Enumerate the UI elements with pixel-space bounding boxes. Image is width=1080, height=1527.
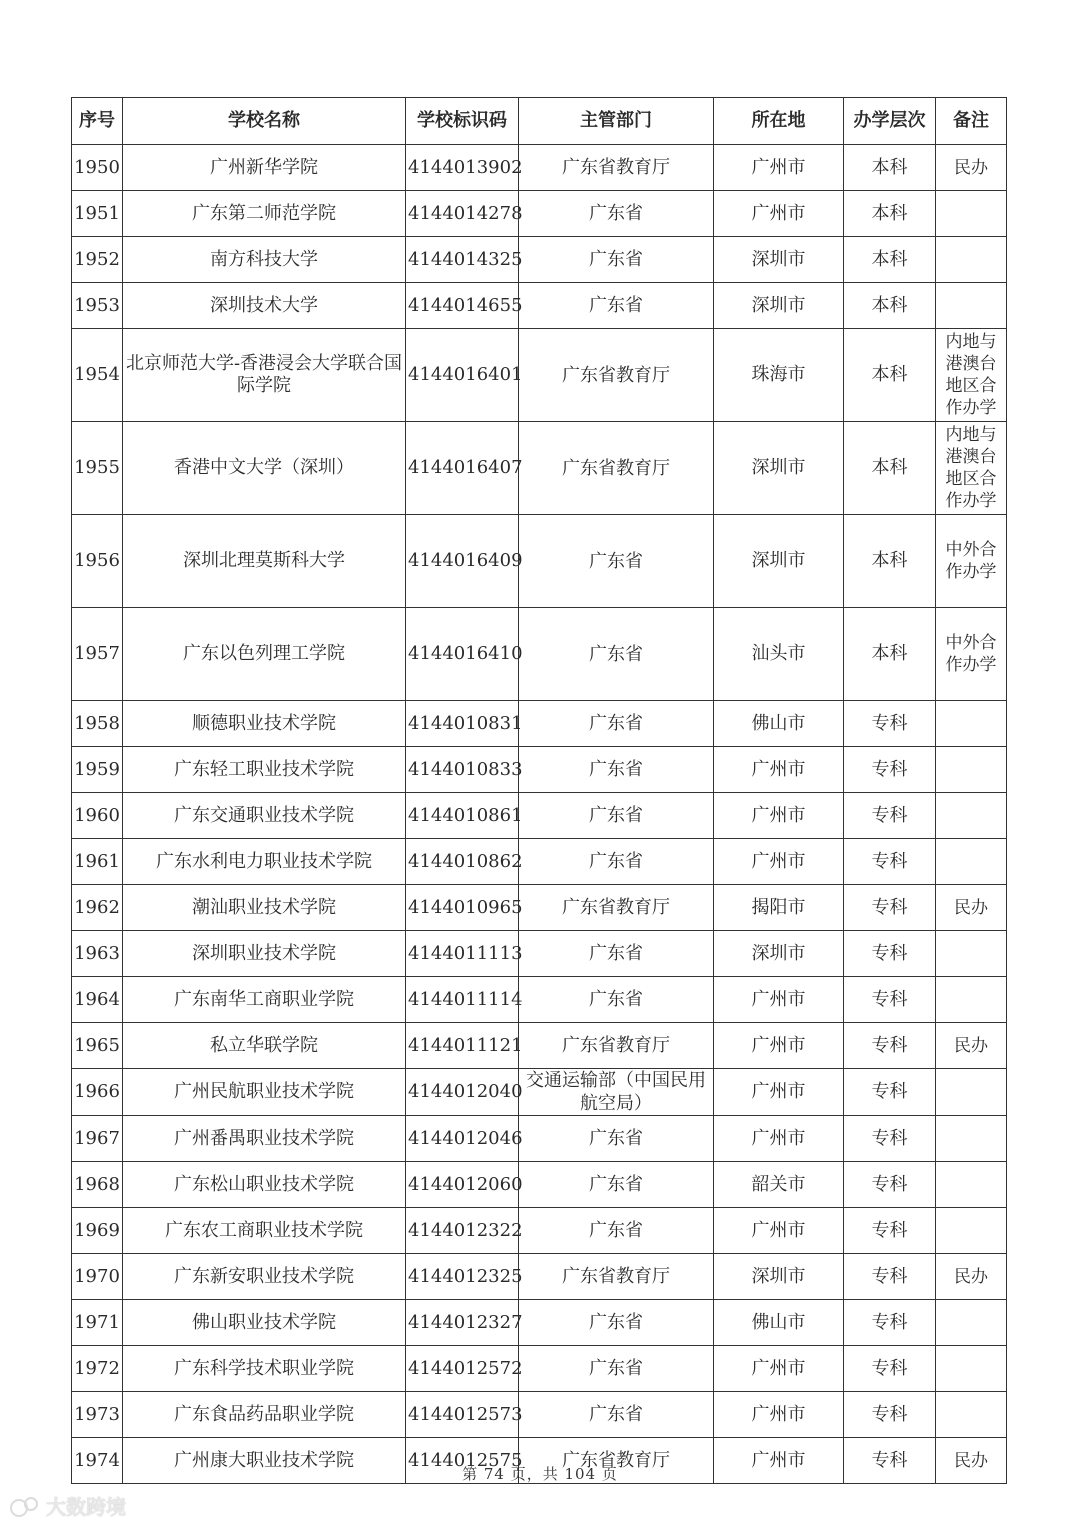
cell-department: 广东省 xyxy=(519,237,714,283)
cell-level: 专科 xyxy=(844,1438,936,1484)
cell-location: 汕头市 xyxy=(714,608,844,701)
cell-school-name: 广东科学技术职业学院 xyxy=(123,1346,406,1392)
table-row xyxy=(72,1300,1007,1346)
header-department: 主管部门 xyxy=(519,98,714,145)
cell-location: 广州市 xyxy=(714,1392,844,1438)
header-school-code: 学校标识码 xyxy=(406,98,519,145)
cell-department: 广东省 xyxy=(519,1392,714,1438)
cell-school-name: 广州番禺职业技术学院 xyxy=(123,1116,406,1162)
cell-note: 内地与港澳台地区合作办学 xyxy=(936,329,1007,422)
cell-school-name: 深圳职业技术学院 xyxy=(123,931,406,977)
cell-no: 1954 xyxy=(72,329,123,422)
cell-school-code: 4144014278 xyxy=(406,191,519,237)
cell-school-code: 4144016410 xyxy=(406,608,519,701)
cell-level: 本科 xyxy=(844,422,936,515)
cell-level: 专科 xyxy=(844,1023,936,1069)
cell-location: 广州市 xyxy=(714,191,844,237)
header-location: 所在地 xyxy=(714,98,844,145)
cell-school-name: 深圳北理莫斯科大学 xyxy=(123,515,406,608)
cell-note xyxy=(936,237,1007,283)
cell-school-name: 广东食品药品职业学院 xyxy=(123,1392,406,1438)
cell-no: 1950 xyxy=(72,145,123,191)
cell-no: 1960 xyxy=(72,793,123,839)
cell-location: 深圳市 xyxy=(714,422,844,515)
cell-school-name: 私立华联学院 xyxy=(123,1023,406,1069)
cell-school-name: 广州新华学院 xyxy=(123,145,406,191)
cell-school-name: 广州康大职业技术学院 xyxy=(123,1438,406,1484)
cell-note xyxy=(936,283,1007,329)
cell-location: 深圳市 xyxy=(714,237,844,283)
table-row xyxy=(72,1023,1007,1069)
cell-level: 专科 xyxy=(844,1392,936,1438)
cell-department: 广东省 xyxy=(519,1116,714,1162)
cell-level: 专科 xyxy=(844,931,936,977)
table-row xyxy=(72,1208,1007,1254)
cell-school-code: 4144010831 xyxy=(406,701,519,747)
cell-no: 1952 xyxy=(72,237,123,283)
cell-department: 广东省 xyxy=(519,747,714,793)
cell-note: 民办 xyxy=(936,885,1007,931)
cell-school-code: 4144010862 xyxy=(406,839,519,885)
cell-level: 本科 xyxy=(844,608,936,701)
cell-location: 广州市 xyxy=(714,1208,844,1254)
cell-level: 本科 xyxy=(844,191,936,237)
cell-department: 广东省 xyxy=(519,515,714,608)
cell-school-name: 北京师范大学-香港浸会大学联合国际学院 xyxy=(123,329,406,422)
cell-note: 民办 xyxy=(936,1438,1007,1484)
cell-no: 1973 xyxy=(72,1392,123,1438)
cell-location: 揭阳市 xyxy=(714,885,844,931)
table-row xyxy=(72,977,1007,1023)
cell-department: 广东省教育厅 xyxy=(519,329,714,422)
cell-department: 广东省 xyxy=(519,839,714,885)
cell-school-code: 4144016401 xyxy=(406,329,519,422)
cell-department: 广东省 xyxy=(519,1162,714,1208)
cell-school-code: 4144011114 xyxy=(406,977,519,1023)
cell-school-code: 4144012575 xyxy=(406,1438,519,1484)
cell-no: 1966 xyxy=(72,1069,123,1116)
cell-location: 深圳市 xyxy=(714,1254,844,1300)
cell-level: 专科 xyxy=(844,1346,936,1392)
table-row xyxy=(72,1069,1007,1116)
table-row xyxy=(72,931,1007,977)
cell-department: 广东省教育厅 xyxy=(519,885,714,931)
cell-school-code: 4144012060 xyxy=(406,1162,519,1208)
schools-table xyxy=(71,97,1007,1484)
cell-department: 广东省 xyxy=(519,793,714,839)
cell-note xyxy=(936,1116,1007,1162)
cell-level: 专科 xyxy=(844,1300,936,1346)
cell-school-code: 4144012322 xyxy=(406,1208,519,1254)
cell-note: 民办 xyxy=(936,145,1007,191)
cell-department: 广东省 xyxy=(519,191,714,237)
cell-level: 专科 xyxy=(844,747,936,793)
watermark xyxy=(10,1491,126,1520)
table-row xyxy=(72,1162,1007,1208)
cell-school-name: 香港中文大学（深圳） xyxy=(123,422,406,515)
cell-location: 广州市 xyxy=(714,1116,844,1162)
cell-department: 广东省 xyxy=(519,1208,714,1254)
cell-school-code: 4144011113 xyxy=(406,931,519,977)
cell-note xyxy=(936,191,1007,237)
cell-school-name: 广东南华工商职业学院 xyxy=(123,977,406,1023)
cell-no: 1969 xyxy=(72,1208,123,1254)
cell-note: 民办 xyxy=(936,1254,1007,1300)
table-row xyxy=(72,1116,1007,1162)
cell-location: 深圳市 xyxy=(714,515,844,608)
table-row xyxy=(72,1254,1007,1300)
cell-no: 1964 xyxy=(72,977,123,1023)
cell-location: 广州市 xyxy=(714,1023,844,1069)
cell-department: 广东省 xyxy=(519,701,714,747)
table-row xyxy=(72,422,1007,515)
watermark-text: 大数跨境 xyxy=(46,1495,126,1519)
header-school-name: 学校名称 xyxy=(123,98,406,145)
cell-level: 专科 xyxy=(844,977,936,1023)
cell-school-name: 深圳技术大学 xyxy=(123,283,406,329)
cell-no: 1963 xyxy=(72,931,123,977)
cell-school-code: 4144012572 xyxy=(406,1346,519,1392)
cell-level: 本科 xyxy=(844,237,936,283)
cell-school-name: 广州民航职业技术学院 xyxy=(123,1069,406,1116)
cell-school-name: 广东水利电力职业技术学院 xyxy=(123,839,406,885)
cell-note xyxy=(936,839,1007,885)
cell-no: 1961 xyxy=(72,839,123,885)
cell-no: 1956 xyxy=(72,515,123,608)
cell-school-code: 4144010833 xyxy=(406,747,519,793)
cell-department: 广东省 xyxy=(519,1346,714,1392)
table-row xyxy=(72,237,1007,283)
table-row xyxy=(72,793,1007,839)
page-number: 第 74 页，共 104 页 xyxy=(462,1465,618,1483)
cell-no: 1974 xyxy=(72,1438,123,1484)
cell-location: 深圳市 xyxy=(714,283,844,329)
cell-no: 1967 xyxy=(72,1116,123,1162)
cell-school-name: 广东轻工职业技术学院 xyxy=(123,747,406,793)
header-no: 序号 xyxy=(72,98,123,145)
header-note: 备注 xyxy=(936,98,1007,145)
cell-location: 佛山市 xyxy=(714,1300,844,1346)
cell-note: 民办 xyxy=(936,1023,1007,1069)
cell-department: 广东省 xyxy=(519,977,714,1023)
watermark-logo-icon xyxy=(10,1495,40,1517)
cell-department: 广东省教育厅 xyxy=(519,1023,714,1069)
cell-location: 广州市 xyxy=(714,1438,844,1484)
cell-level: 本科 xyxy=(844,145,936,191)
cell-no: 1968 xyxy=(72,1162,123,1208)
cell-department: 广东省 xyxy=(519,608,714,701)
cell-school-name: 佛山职业技术学院 xyxy=(123,1300,406,1346)
table-row xyxy=(72,515,1007,608)
cell-note: 中外合作办学 xyxy=(936,515,1007,608)
cell-note xyxy=(936,1300,1007,1346)
cell-no: 1951 xyxy=(72,191,123,237)
header-level: 办学层次 xyxy=(844,98,936,145)
cell-note xyxy=(936,1392,1007,1438)
cell-school-code: 4144016407 xyxy=(406,422,519,515)
cell-location: 广州市 xyxy=(714,1346,844,1392)
table-row xyxy=(72,839,1007,885)
cell-school-name: 广东农工商职业技术学院 xyxy=(123,1208,406,1254)
cell-school-code: 4144012046 xyxy=(406,1116,519,1162)
table-row xyxy=(72,885,1007,931)
cell-school-code: 4144012325 xyxy=(406,1254,519,1300)
cell-school-code: 4144012040 xyxy=(406,1069,519,1116)
cell-note: 中外合作办学 xyxy=(936,608,1007,701)
table-row xyxy=(72,283,1007,329)
cell-level: 专科 xyxy=(844,885,936,931)
table-row xyxy=(72,608,1007,701)
cell-location: 珠海市 xyxy=(714,329,844,422)
cell-no: 1953 xyxy=(72,283,123,329)
cell-note xyxy=(936,747,1007,793)
cell-location: 深圳市 xyxy=(714,931,844,977)
cell-no: 1971 xyxy=(72,1300,123,1346)
cell-level: 专科 xyxy=(844,1116,936,1162)
cell-school-name: 广东第二师范学院 xyxy=(123,191,406,237)
cell-level: 专科 xyxy=(844,839,936,885)
cell-location: 广州市 xyxy=(714,145,844,191)
table-row xyxy=(72,701,1007,747)
cell-note xyxy=(936,1208,1007,1254)
cell-location: 广州市 xyxy=(714,747,844,793)
cell-note: 内地与港澳台地区合作办学 xyxy=(936,422,1007,515)
cell-school-code: 4144010965 xyxy=(406,885,519,931)
cell-level: 本科 xyxy=(844,515,936,608)
cell-department: 广东省 xyxy=(519,931,714,977)
table-row xyxy=(72,191,1007,237)
table-row xyxy=(72,145,1007,191)
cell-level: 专科 xyxy=(844,1208,936,1254)
cell-department: 广东省教育厅 xyxy=(519,1438,714,1484)
cell-school-name: 南方科技大学 xyxy=(123,237,406,283)
cell-location: 广州市 xyxy=(714,839,844,885)
cell-no: 1959 xyxy=(72,747,123,793)
cell-school-name: 广东新安职业技术学院 xyxy=(123,1254,406,1300)
cell-school-name: 广东以色列理工学院 xyxy=(123,608,406,701)
cell-note xyxy=(936,1162,1007,1208)
cell-department: 广东省教育厅 xyxy=(519,422,714,515)
cell-school-code: 4144012327 xyxy=(406,1300,519,1346)
cell-level: 专科 xyxy=(844,793,936,839)
cell-level: 专科 xyxy=(844,1162,936,1208)
cell-level: 专科 xyxy=(844,1069,936,1116)
cell-department: 广东省 xyxy=(519,283,714,329)
cell-no: 1970 xyxy=(72,1254,123,1300)
cell-note xyxy=(936,701,1007,747)
cell-department: 广东省教育厅 xyxy=(519,145,714,191)
cell-department: 广东省 xyxy=(519,1300,714,1346)
cell-note xyxy=(936,931,1007,977)
table-row xyxy=(72,1346,1007,1392)
cell-school-name: 广东交通职业技术学院 xyxy=(123,793,406,839)
cell-school-code: 4144012573 xyxy=(406,1392,519,1438)
table-body xyxy=(72,145,1007,1484)
cell-location: 广州市 xyxy=(714,793,844,839)
cell-school-code: 4144014655 xyxy=(406,283,519,329)
cell-level: 专科 xyxy=(844,1254,936,1300)
cell-school-code: 4144010861 xyxy=(406,793,519,839)
cell-note xyxy=(936,1346,1007,1392)
cell-note xyxy=(936,1069,1007,1116)
cell-department: 交通运输部（中国民用航空局） xyxy=(519,1069,714,1116)
cell-level: 本科 xyxy=(844,283,936,329)
cell-location: 佛山市 xyxy=(714,701,844,747)
cell-school-code: 4144011121 xyxy=(406,1023,519,1069)
cell-location: 广州市 xyxy=(714,977,844,1023)
cell-school-name: 潮汕职业技术学院 xyxy=(123,885,406,931)
cell-department: 广东省教育厅 xyxy=(519,1254,714,1300)
cell-no: 1958 xyxy=(72,701,123,747)
table-row xyxy=(72,1392,1007,1438)
cell-school-code: 4144013902 xyxy=(406,145,519,191)
table-row xyxy=(72,329,1007,422)
cell-no: 1962 xyxy=(72,885,123,931)
cell-note xyxy=(936,793,1007,839)
cell-school-name: 广东松山职业技术学院 xyxy=(123,1162,406,1208)
cell-no: 1965 xyxy=(72,1023,123,1069)
cell-no: 1957 xyxy=(72,608,123,701)
cell-level: 专科 xyxy=(844,701,936,747)
cell-location: 韶关市 xyxy=(714,1162,844,1208)
cell-school-code: 4144016409 xyxy=(406,515,519,608)
cell-school-name: 顺德职业技术学院 xyxy=(123,701,406,747)
cell-level: 本科 xyxy=(844,329,936,422)
cell-school-code: 4144014325 xyxy=(406,237,519,283)
cell-no: 1955 xyxy=(72,422,123,515)
table-row xyxy=(72,747,1007,793)
table-header-row xyxy=(72,98,1007,145)
cell-location: 广州市 xyxy=(714,1069,844,1116)
cell-no: 1972 xyxy=(72,1346,123,1392)
cell-note xyxy=(936,977,1007,1023)
